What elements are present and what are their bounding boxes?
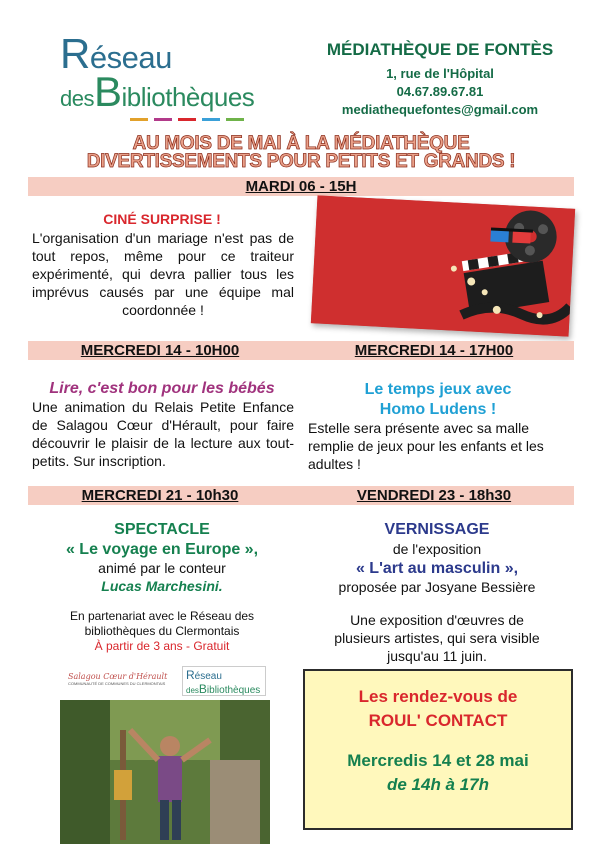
event5-desc-2: plusieurs artistes, qui sera visible (334, 630, 540, 646)
event5-desc-1: Une exposition d'œuvres de (350, 612, 524, 628)
header-info (305, 40, 575, 117)
event4-age: À partir de 3 ans - Gratuit (94, 639, 230, 653)
event5-title: VERNISSAGE (384, 521, 490, 538)
event3-text: Estelle sera présente avec sa malle remplie de jeux pour les enfants et les adultes ! (308, 420, 544, 472)
roul-contact-line2: ROUL' CONTACT (368, 711, 508, 730)
event5-exhibition-name: « L'art au masculin », (355, 560, 519, 577)
event3-title-line1: Le temps jeux avec (364, 381, 512, 398)
logo-line1: Réseau (60, 30, 172, 77)
event5-block (302, 520, 572, 665)
event4-partner-2: bibliothèques du Clermontais (84, 624, 240, 638)
event1-date: MARDI 06 - 15H (245, 178, 357, 195)
event3-date: MERCREDI 14 - 17H00 (354, 342, 514, 359)
event4-performer: Lucas Marchesini. (101, 578, 223, 594)
salagou-logo: Salagou Cœur d'Hérault COMMUNAUTÉ DE COMMUNES DU CLERMONTAIS (68, 672, 168, 686)
event4-subtitle: « Le voyage en Europe », (65, 541, 259, 558)
headline-line1: AU MOIS DE MAI À LA MÉDIATHÈQUE (132, 133, 470, 154)
event1-text: L'organisation d'un mariage n'est pas de tout repos, même pour ce traiteur expérimenté, qui devra pallier tous les imprévus causés par une équipe mal coordonnée ! (32, 230, 294, 318)
roul-contact-line1: Les rendez-vous de (358, 687, 518, 706)
event5-line4: proposée par Josyane Bessière (338, 579, 536, 595)
event1-title: CINÉ SURPRISE ! (103, 211, 221, 227)
roul-contact-dates: Mercredis 14 et 28 mai (347, 751, 529, 770)
photo-scene (60, 700, 270, 844)
email: mediathequefontes@gmail.com (341, 102, 539, 117)
event5-desc-3: jusqu'au 11 juin. (387, 648, 487, 664)
address: 1, rue de l'Hôpital (386, 66, 494, 81)
storyteller-photo (60, 664, 270, 844)
roul-contact-box (303, 669, 573, 830)
event4-date: MERCREDI 21 - 10h30 (81, 487, 239, 504)
phone: 04.67.89.67.81 (396, 84, 484, 99)
event5-line2: de l'exposition (392, 541, 482, 557)
film-reel-graphic (311, 195, 575, 336)
event4-partner-1: En partenariat avec le Réseau des (69, 609, 255, 623)
logo-color-bars (130, 108, 250, 126)
photo-banner (60, 664, 270, 701)
event4-block (30, 520, 294, 654)
event4-title: SPECTACLE (114, 521, 210, 538)
event2-title: Lire, c'est bon pour les bébés (49, 380, 275, 397)
event4-line3: animé par le conteur (98, 560, 226, 576)
logo-line2: desBibliothèques (60, 68, 255, 115)
event3-title-line2: Homo Ludens ! (379, 401, 497, 418)
event5-date: VENDREDI 23 - 18h30 (356, 487, 512, 504)
reseau-logo (60, 30, 270, 118)
roul-contact-hours: de 14h à 17h (386, 775, 490, 794)
headline-line2: DIVERTISSEMENTS POUR PETITS ET GRANDS ! (86, 151, 516, 172)
cinema-image (311, 195, 575, 336)
event2-date: MERCREDI 14 - 10H00 (80, 342, 240, 359)
library-name: MÉDIATHÈQUE DE FONTÈS (326, 40, 554, 59)
banner-reseau-logo: Réseau desBibliothèques (182, 666, 266, 696)
event2-text: Une animation du Relais Petite Enfance de Salagou Cœur d'Hérault, pour faire découvrir le plaisir de la lecture aux tout-petits. Sur inscription. (32, 399, 294, 469)
